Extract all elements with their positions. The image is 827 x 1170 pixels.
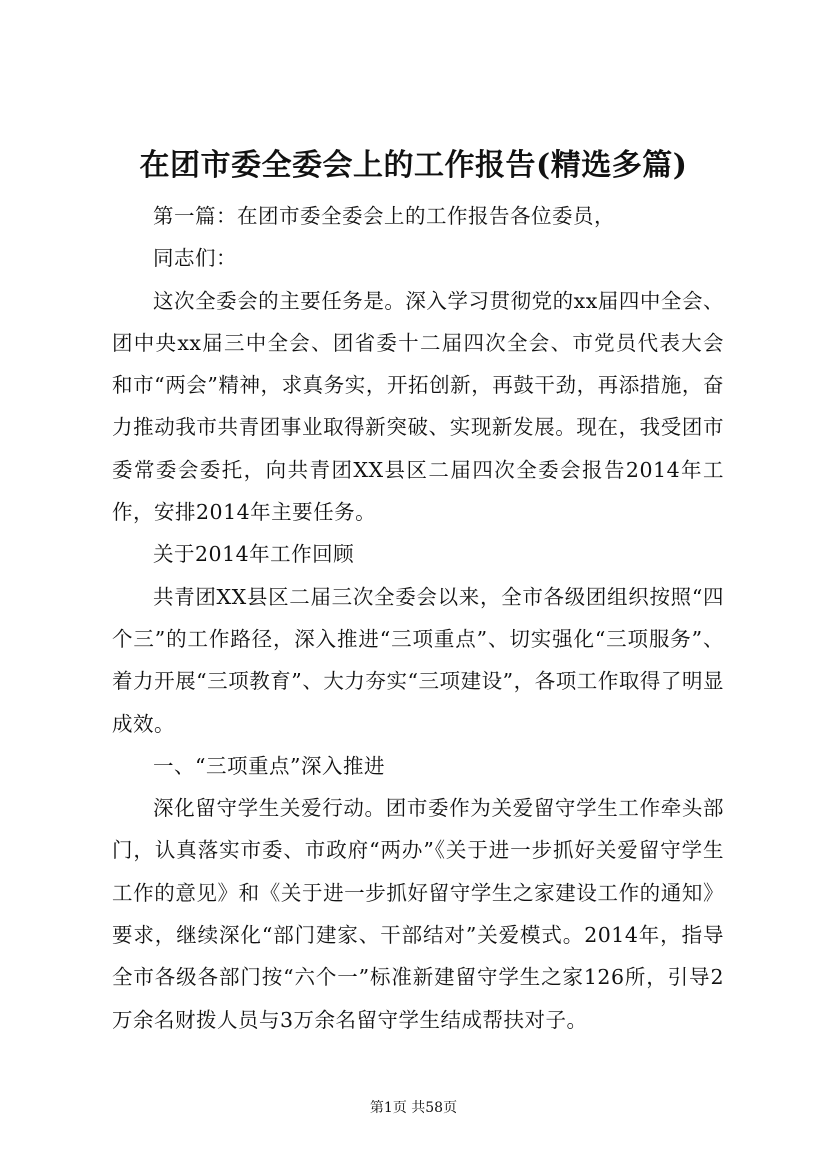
paragraph: 这次全委会的主要任务是。深入学习贯彻党的xx届四中全会、团中央xx届三中全会、团省委十二届四次全会、市党员代表大会和市“两会”精神，求真务实，开拓创新，再鼓干劲，再添措施，奋力推动我市共青团事业取得新突破、实现新发展。现在，我受团市委常委会委托，向共青团XX县区二届四次全委会报告2014年工作，安排2014年主要任务。 [112,288,724,525]
page-number-footer: 第1页 共58页 [369,1100,458,1116]
paragraph: 一、“三项重点”深入推进 [153,753,385,778]
paragraph: 同志们： [153,246,237,271]
document-body [112,195,724,1041]
paragraph: 共青团XX县区二届三次全委会以来，全市各级团组织按照“四个三”的工作路径，深入推进“三项重点”、切实强化“三项服务”、着力开展“三项教育”、大力夯实“三项建设”，各项工作取得了明显成效。 [112,584,724,736]
paragraph: 深化留守学生关爱行动。团市委作为关爱留守学生工作牵头部门，认真落实市委、市政府“两办”《关于进一步抓好关爱留守学生工作的意见》和《关于进一步抓好留守学生之家建设工作的通知》要求，继续深化“部门建家、干部结对”关爱模式。2014年，指导全市各级各部门按“六个一”标准新建留守学生之家126所，引导2万余名财拨人员与3万余名留守学生结成帮扶对子。 [112,796,724,1032]
document-title: 在团市委全委会上的工作报告(精选多篇) [139,148,688,183]
paragraph: 第一篇：在团市委全委会上的工作报告各位委员， [153,204,615,228]
paragraph: 关于2014年工作回顾 [153,542,355,567]
